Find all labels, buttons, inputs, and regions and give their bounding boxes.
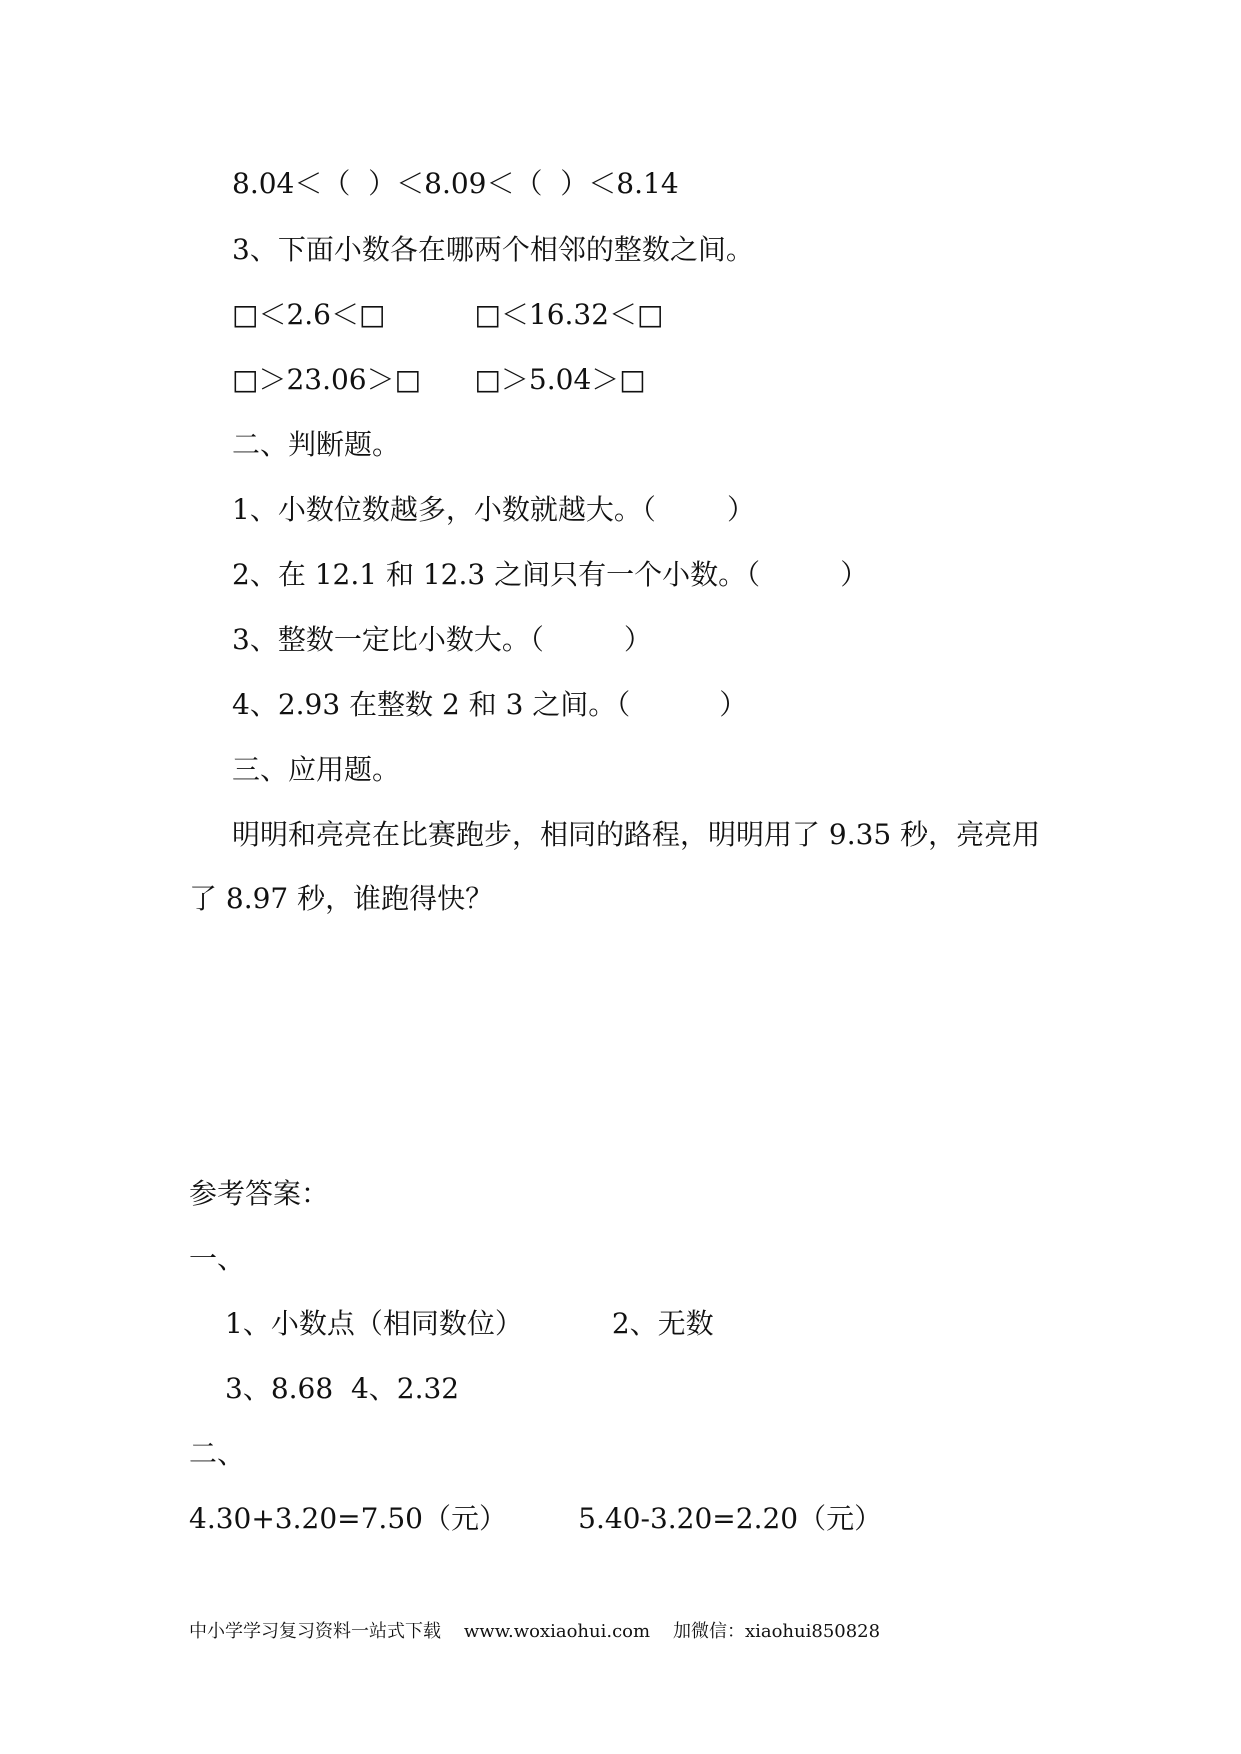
- answer-section-1-row-1: 1、小数点（相同数位） 2、无数: [225, 1307, 714, 1340]
- true-false-item-3: 3、整数一定比小数大。（ ）: [232, 623, 652, 656]
- answer-section-1-label: 一、: [189, 1242, 246, 1275]
- word-problem-line-2: 了 8.97 秒，谁跑得快？: [189, 882, 494, 915]
- true-false-item-2: 2、在 12.1 和 12.3 之间只有一个小数。（ ）: [232, 558, 869, 591]
- question-3-prompt: 3、下面小数各在哪两个相邻的整数之间。: [232, 233, 754, 266]
- section-heading-word-problem: 三、应用题。: [232, 753, 401, 786]
- answer-key-heading: 参考答案：: [189, 1177, 330, 1210]
- section-heading-true-false: 二、判断题。: [232, 428, 401, 461]
- fill-blank-inequality: 8.04＜（ ）＜8.09＜（ ）＜8.14: [232, 167, 679, 200]
- answer-section-1-row-2: 3、8.68 4、2.32: [225, 1372, 460, 1405]
- box-inequality-row-2: □＞23.06＞□ □＞5.04＞□: [232, 363, 646, 396]
- box-inequality-row-1: □＜2.6＜□ □＜16.32＜□: [232, 298, 664, 331]
- answer-section-2-label: 二、: [189, 1437, 246, 1470]
- true-false-item-1: 1、小数位数越多，小数就越大。（ ）: [232, 493, 756, 526]
- true-false-item-4: 4、2.93 在整数 2 和 3 之间。（ ）: [232, 688, 748, 721]
- answer-section-2-row-1: 4.30+3.20=7.50（元） 5.40-3.20=2.20（元）: [189, 1502, 883, 1535]
- word-problem-line-1: 明明和亮亮在比赛跑步，相同的路程，明明用了 9.35 秒，亮亮用: [232, 818, 1041, 851]
- page-footer: 中小学学习复习资料一站式下载 www.woxiaohui.com 加微信：xiaohui850828: [189, 1621, 881, 1642]
